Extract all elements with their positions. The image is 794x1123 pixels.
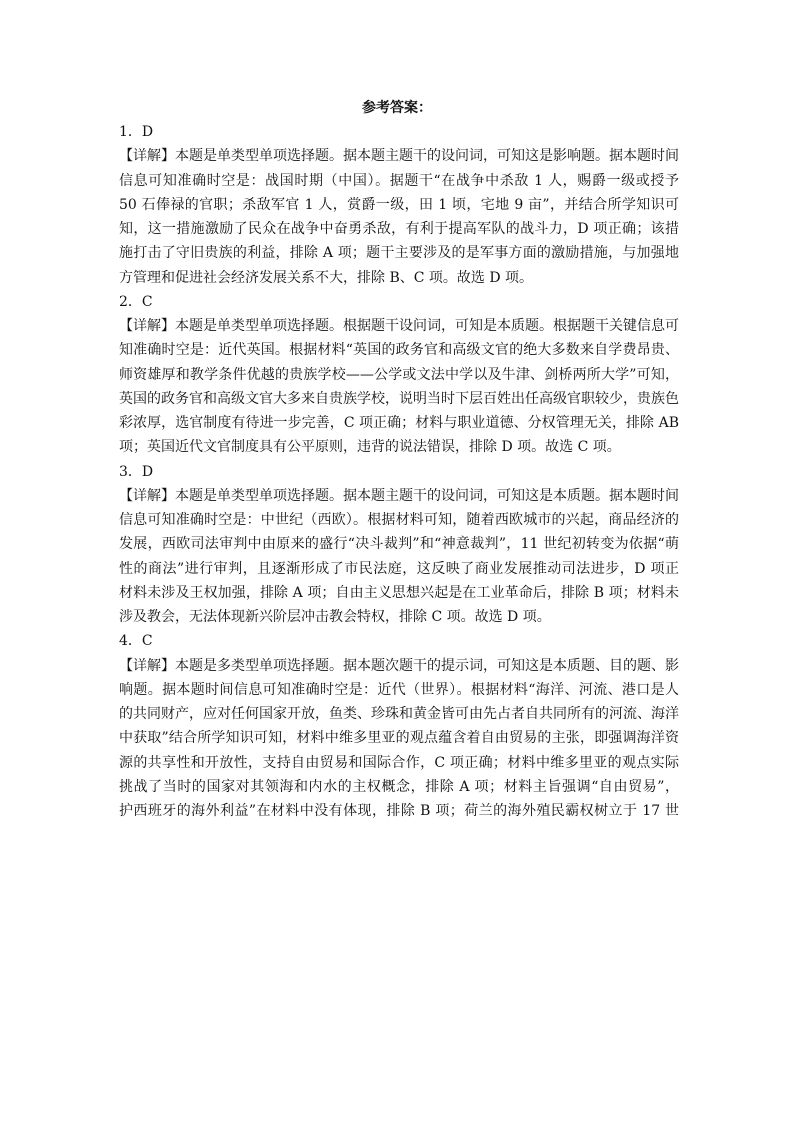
answer-line: 挑战了当时的国家对其领海和内水的主权概念，排除 A 项；材料主旨强调“自由贸易”，: [119, 778, 679, 795]
answer-content: [119, 120, 679, 823]
answer-line: 英国的政务官和高级文官大多来自贵族学校，说明当时下层百姓出任高级官职较少，贵族色: [119, 390, 679, 407]
answer-line: 方管理和促进社会经济发展关系不大，排除 B、C 项。故选 D 项。: [119, 269, 534, 286]
answer-block-4: [119, 629, 679, 823]
answer-line: 护西班牙的海外利益”在材料中没有体现，排除 B 项；荷兰的海外殖民霸权树立于 17 世: [119, 803, 679, 819]
answer-block-2: [119, 290, 679, 460]
answer-line: 施打击了守旧贵族的利益，排除 A 项；题干主要涉及的是军事方面的激励措施，与加强地: [119, 245, 679, 262]
answer-line: 信息可知准确时空是：战国时期（中国）。据题干“在战争中杀敌 1 人，赐爵一级或授予: [119, 172, 679, 189]
answer-line: 50 石俸禄的官职；杀敌军官 1 人，赏爵一级，田 1 顷，宅地 9 亩”，并结合所学知识可: [119, 196, 679, 213]
answer-line: 【详解】本题是单类型单项选择题。根据题干设问词，可知是本质题。根据题干关键信息可: [119, 318, 679, 334]
answer-block-3: [119, 460, 679, 630]
answer-line: 的共同财产，应对任何国家开放，鱼类、珍珠和黄金皆可由先占者自共同所有的河流、海洋: [119, 706, 679, 722]
page-title: 参考答案：: [362, 100, 432, 116]
answer-number: 3．D: [119, 463, 154, 480]
answer-line: 涉及教会，无法体现新兴阶层冲击教会特权，排除 C 项。故选 D 项。: [119, 609, 551, 625]
answer-line: 源的共享性和开放性，支持自由贸易和国际合作，C 项正确；材料中维多里亚的观点实际: [119, 754, 679, 771]
answer-line: 材料未涉及王权加强，排除 A 项；自由主义思想兴起是在工业革命后，排除 B 项；材料未: [119, 584, 679, 601]
answer-line: 信息可知准确时空是：中世纪（西欧）。根据材料可知，随着西欧城市的兴起，商品经济的: [119, 512, 679, 528]
answer-line: 发展，西欧司法审判中由原来的盛行“决斗裁判”和“神意裁判”，11 世纪初转变为依据“萌: [119, 536, 679, 553]
answer-line: 项；英国近代文官制度具有公平原则，违背的说法错误，排除 D 项。故选 C 项。: [119, 439, 621, 456]
answer-block-1: [119, 120, 679, 290]
answer-line: 中获取”结合所学知识可知，材料中维多里亚的观点蕴含着自由贸易的主张，即强调海洋资: [119, 730, 679, 747]
answer-line: 知，这一措施激励了民众在战争中奋勇杀敌，有利于提高军队的战斗力，D 项正确；该措: [119, 221, 679, 237]
answer-line: 【详解】本题是多类型单项选择题。据本题次题干的提示词，可知这是本质题、目的题、影: [119, 657, 679, 674]
answer-number: 1．D: [119, 124, 154, 140]
answer-line: 响题。据本题时间信息可知准确时空是：近代（世界）。根据材料“海洋、河流、港口是人: [119, 681, 679, 698]
answer-line: 师资雄厚和教学条件优越的贵族学校——公学或文法中学以及牛津、剑桥两所大学”可知，: [119, 366, 679, 383]
answer-line: 彩浓厚，选官制度有待进一步完善，C 项正确；材料与职业道德、分权管理无关，排除 AB: [119, 415, 679, 431]
answer-number: 2．C: [119, 293, 153, 310]
answer-line: 【详解】本题是单类型单项选择题。据本题主题干的设问词，可知这是影响题。据本题时间: [119, 148, 679, 165]
answer-line: 性的商法”进行审判，且逐渐形成了市民法庭，这反映了商业发展推动司法进步，D 项正: [119, 560, 679, 577]
answer-line: 知准确时空是：近代英国。根据材料“英国的政务官和高级文官的绝大多数来自学费昂贵、: [119, 342, 679, 359]
answer-line: 【详解】本题是单类型单项选择题。据本题主题干的设问词，可知这是本质题。据本题时间: [119, 487, 679, 504]
answer-number: 4．C: [119, 633, 153, 650]
